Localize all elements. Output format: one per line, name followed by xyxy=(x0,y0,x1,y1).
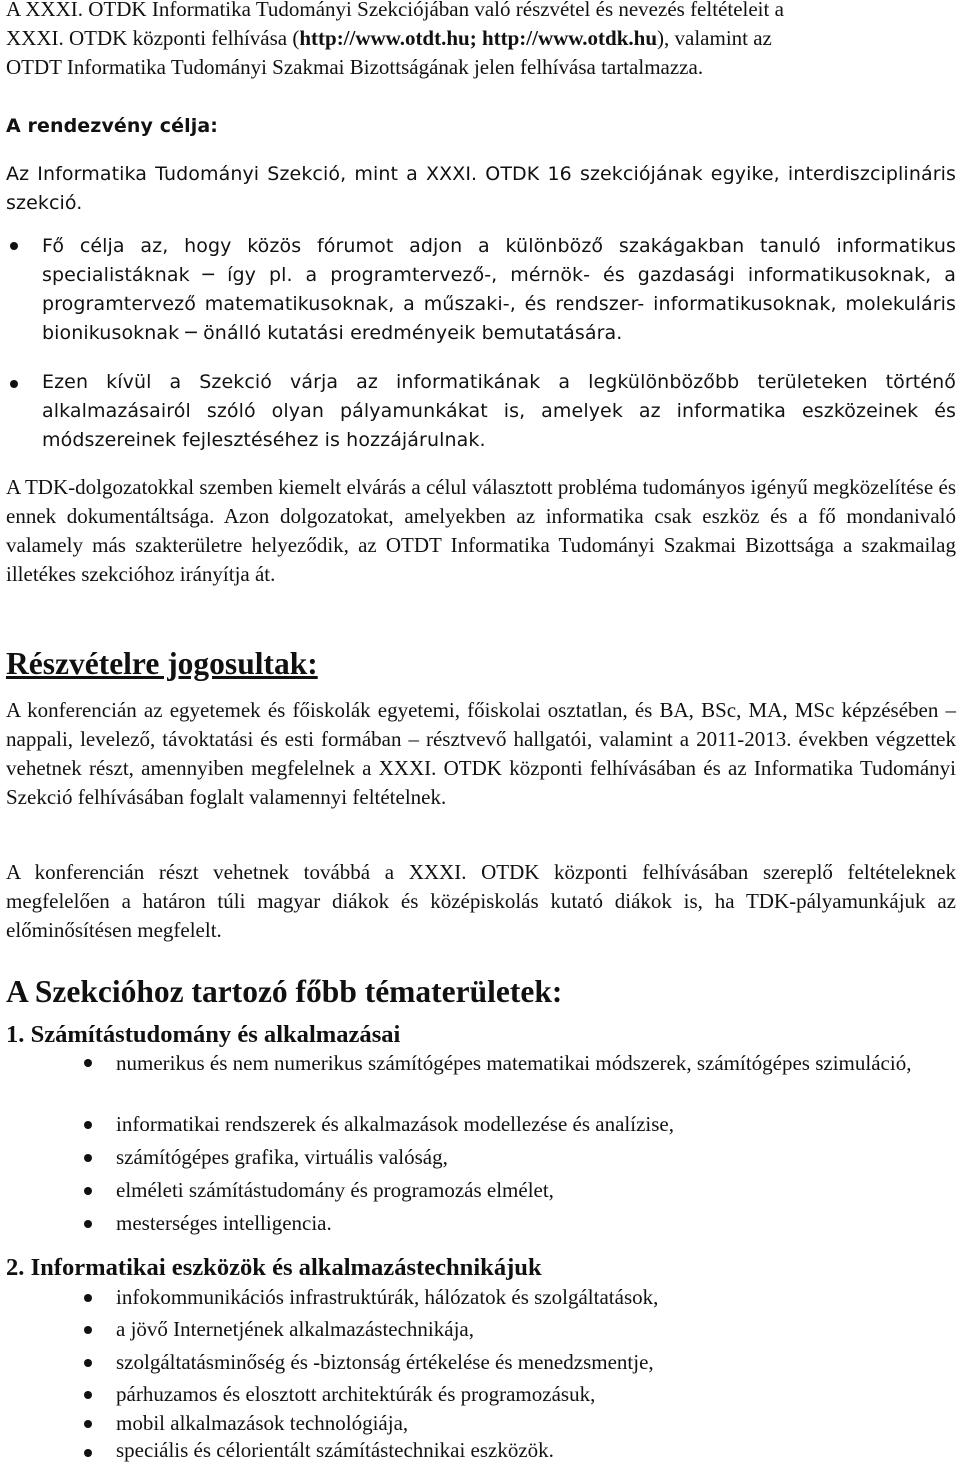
eligibility-paragraph-2: A konferencián részt vehetnek továbbá a XXXI. OTDK központi felhívásában szereplő feltételeknek megfelelően a határon túli magyar diákok és középiskolás kutató diákok is, ha TDK-pályamunkájuk az előminősítésen megfelelt. xyxy=(6,860,956,942)
topic-2-item-6: speciális és célorientált számítástechnikai eszközök. xyxy=(116,1438,554,1462)
bullet-icon xyxy=(10,242,18,250)
goal-bullet-1: Fő célja az, hogy közös fórumot adjon a különböző szakágakban tanuló informatikus specialistáknak ─ így pl. a programtervező-, mérnök- és gazdasági informatikusoknak, a programtervező matematikusoknak, a műszaki-, és rendszer- informatikusoknak, molekuláris bionikusoknak ─ önálló kutatási eredményeik bemutatására. xyxy=(42,235,956,344)
goal-bullet-2: Ezen kívül a Szekció várja az informatikának a legkülönbözőbb területeken történő alkalmazásairól szóló olyan pályamunkákat is, amelyek az informatika eszközeinek és módszereinek fejlesztéséhez is hozzájárulnak. xyxy=(42,371,956,451)
goal-heading: A rendezvény célja: xyxy=(6,115,218,137)
topic-1-item-5: mesterséges intelligencia. xyxy=(116,1211,332,1235)
bullet-icon xyxy=(84,1121,92,1129)
bullet-icon xyxy=(84,1294,92,1302)
intro-line-1: A XXXI. OTDK Informatika Tudományi Szekciójában való részvétel és nevezés feltételeit a xyxy=(6,0,784,21)
topic-2-item-4: párhuzamos és elosztott architektúrák és programozásuk, xyxy=(116,1382,596,1406)
bullet-icon xyxy=(84,1187,92,1195)
topic-1-item-2: informatikai rendszerek és alkalmazások modellezése és analízise, xyxy=(116,1112,674,1136)
topic-section-2-title: 2. Informatikai eszközök és alkalmazástechnikájuk xyxy=(6,1254,542,1281)
intro-line-2-end: ), valamint az xyxy=(657,26,772,50)
eligibility-heading: Részvételre jogosultak: xyxy=(6,646,318,681)
bullet-icon xyxy=(84,1449,92,1457)
topic-1-item-1: numerikus és nem numerikus számítógépes matematikai módszerek, számítógépes szimuláció, xyxy=(116,1051,912,1075)
topic-2-item-5: mobil alkalmazások technológiája, xyxy=(116,1411,409,1435)
topic-section-1-title: 1. Számítástudomány és alkalmazásai xyxy=(6,1021,401,1048)
bullet-icon xyxy=(10,380,18,388)
intro-line-2 xyxy=(6,24,956,53)
bullet-icon xyxy=(84,1359,92,1367)
topic-1-item-3: számítógépes grafika, virtuális valóság, xyxy=(116,1145,448,1169)
topic-2-item-1: infokommunikációs infrastruktúrák, hálózatok és szolgáltatások, xyxy=(116,1285,659,1309)
bullet-icon xyxy=(84,1220,92,1228)
bullet-icon xyxy=(84,1391,92,1399)
bullet-icon xyxy=(84,1420,92,1428)
otdk-link[interactable]: http://www.otdt.hu; http://www.otdk.hu xyxy=(299,26,658,50)
eligibility-paragraph-1: A konferencián az egyetemek és főiskolák egyetemi, főiskolai osztatlan, és BA, BSc, MA, MSc képzésében – nappali, levelező, távoktatási és esti formában – résztvevő hallgatói, valamint a 2011-2013. években végzettek vehetnek részt, amennyiben megfelelnek a XXXI. OTDK központi felhívásában és az Informatika Tudományi Szekció felhívásában foglalt valamennyi feltételnek. xyxy=(6,698,956,809)
topic-2-item-2: a jövő Internetjének alkalmazástechnikája, xyxy=(116,1317,474,1341)
bullet-icon xyxy=(84,1154,92,1162)
topic-2-item-3: szolgáltatásminőség és -biztonság értékelése és menedzsmentje, xyxy=(116,1350,654,1374)
bullet-icon xyxy=(84,1326,92,1334)
tdk-paragraph: A TDK-dolgozatokkal szemben kiemelt elvárás a célul választott probléma tudományos igényű megközelítése és ennek dokumentáltsága. Azon dolgozatokat, amelyekben az informatika csak eszköz és a fő mondanivaló valamely más szakterületre helyeződik, az OTDT Informatika Tudományi Szakmai Bizottsága a szakmailag illetékes szekcióhoz irányítja át. xyxy=(6,475,956,586)
goal-text: Az Informatika Tudományi Szekció, mint a XXXI. OTDK 16 szekciójának egyike, interdiszciplináris szekció. xyxy=(6,163,956,214)
intro-line-2-start: XXXI. OTDK központi felhívása ( xyxy=(6,26,300,50)
bullet-icon xyxy=(84,1059,92,1067)
intro-line-3: OTDT Informatika Tudományi Szakmai Bizottságának jelen felhívása tartalmazza. xyxy=(6,55,704,79)
topics-heading: A Szekcióhoz tartozó főbb tématerületek: xyxy=(6,974,563,1009)
topic-1-item-4: elméleti számítástudomány és programozás elmélet, xyxy=(116,1178,554,1202)
